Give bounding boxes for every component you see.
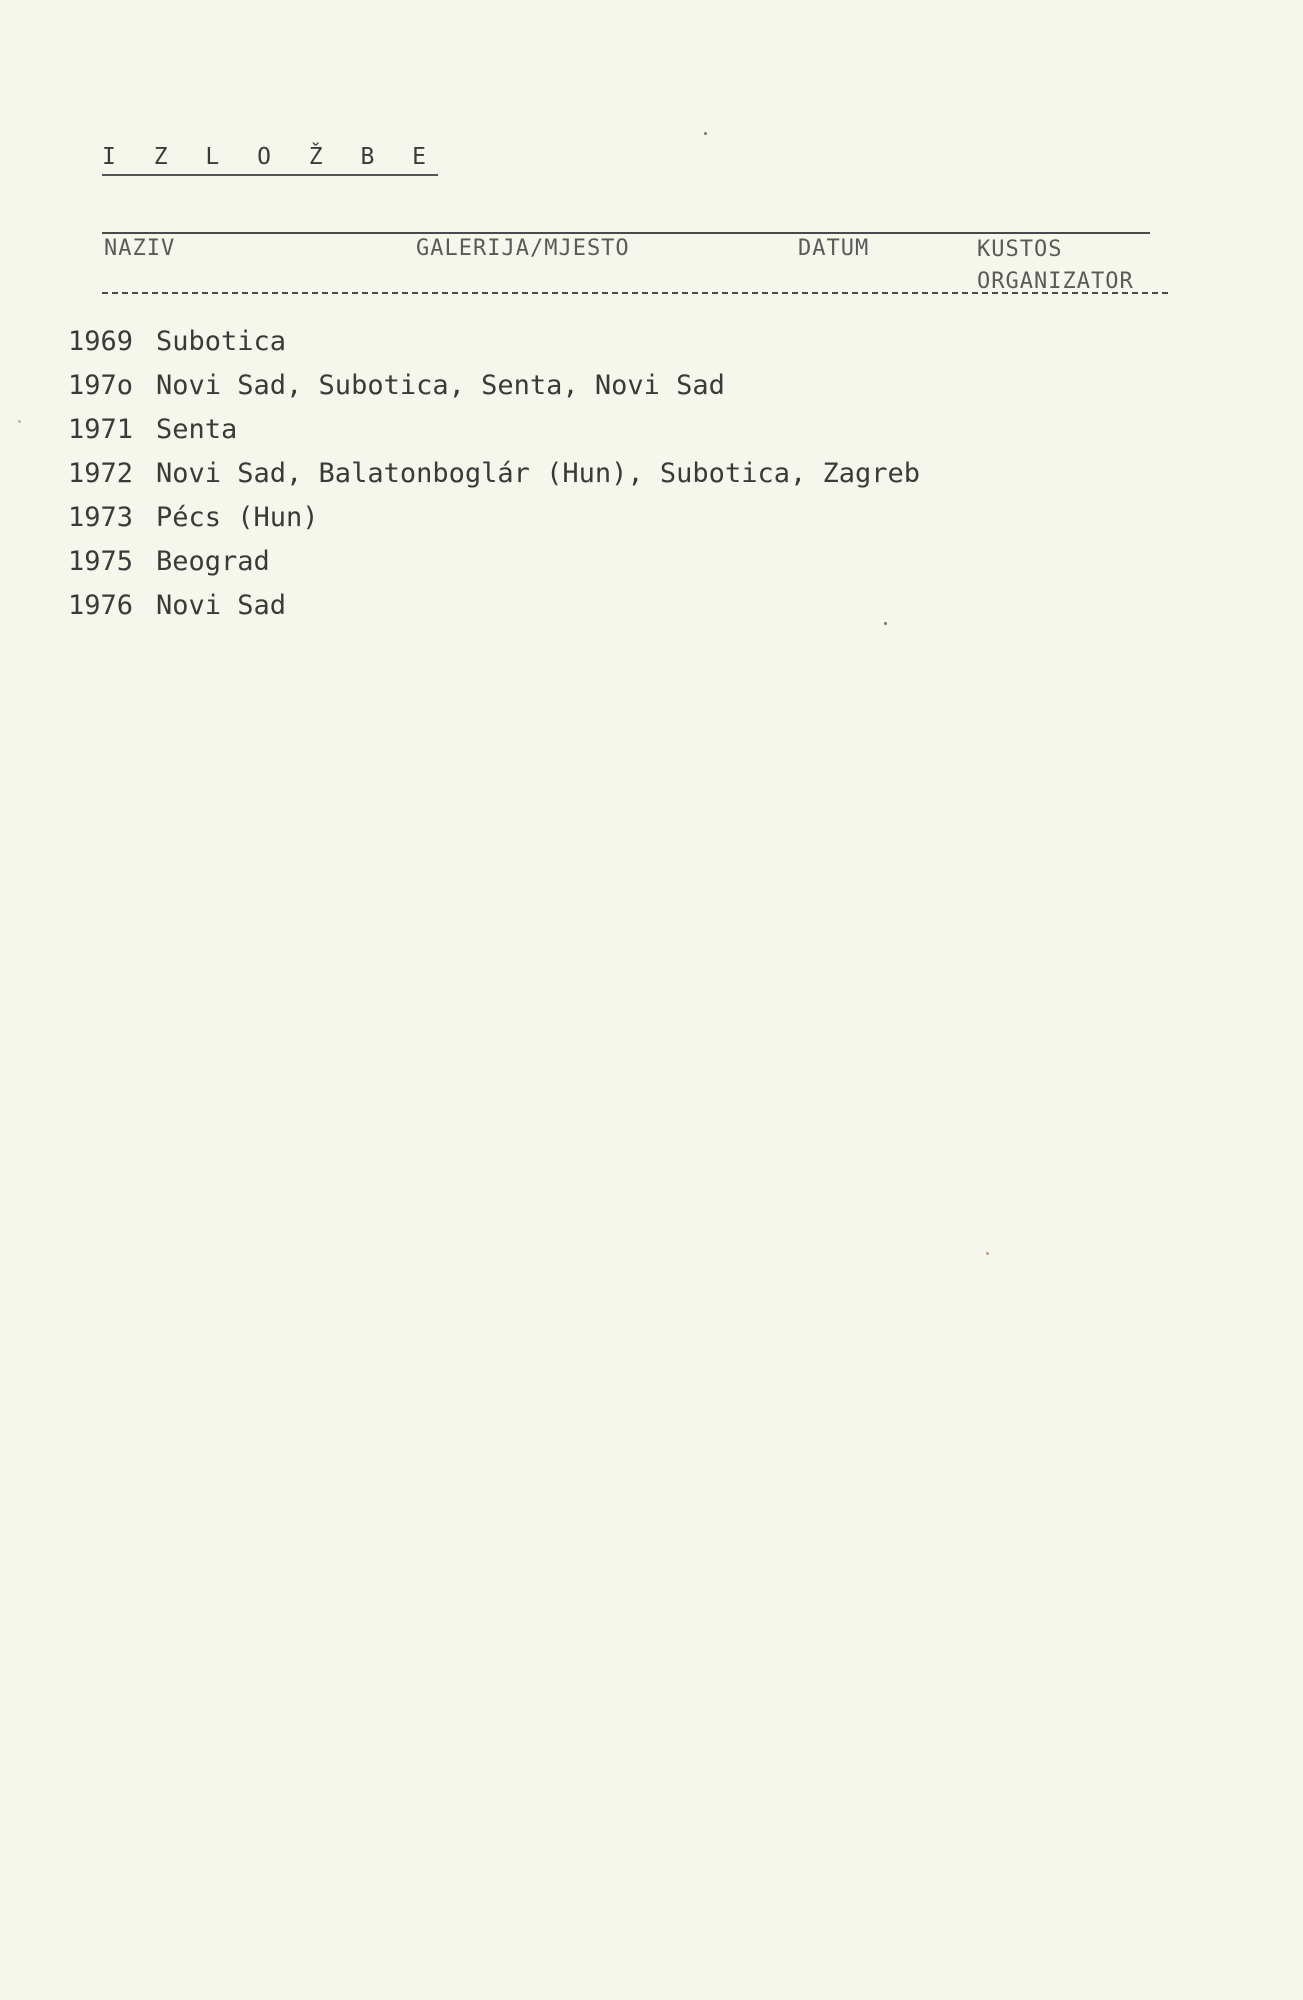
column-header-kustos: KUSTOS [977, 237, 1063, 262]
entry-place: Subotica [156, 326, 287, 357]
entry-year: 1973 [68, 502, 134, 533]
entry-place: Novi Sad, Balatonboglár (Hun), Subotica, Zagreb [156, 458, 921, 489]
entry-year: 1976 [68, 590, 134, 621]
list-item [68, 320, 920, 364]
column-header-datum: DATUM [798, 236, 870, 261]
list-item [68, 540, 920, 584]
entry-place: Novi Sad, Subotica, Senta, Novi Sad [156, 370, 725, 401]
column-header-kustos-organizator [977, 234, 1134, 298]
entry-year: 197o [68, 370, 134, 401]
column-header-naziv: NAZIV [104, 236, 176, 261]
paper-speck [884, 622, 887, 625]
entry-year: 1969 [68, 326, 134, 357]
paper-speck [18, 420, 21, 423]
list-item [68, 364, 920, 408]
entry-place: Beograd [156, 546, 270, 577]
list-item [68, 452, 920, 496]
paper-speck [704, 132, 707, 135]
entry-place: Senta [156, 414, 238, 445]
entry-place: Novi Sad [156, 590, 287, 621]
column-header-galerija-mjesto: GALERIJA/MJESTO [416, 236, 630, 261]
exhibition-list [68, 320, 920, 628]
entry-year: 1971 [68, 414, 134, 445]
paper-speck [986, 1252, 989, 1255]
list-item [68, 584, 920, 628]
column-header-organizator: ORGANIZATOR [977, 269, 1134, 294]
list-item [68, 408, 920, 452]
entry-year: 1975 [68, 546, 134, 577]
entry-year: 1972 [68, 458, 134, 489]
document-title: I Z L O Ž B E [102, 144, 438, 176]
header-rule-bottom [102, 292, 1168, 294]
list-item [68, 496, 920, 540]
entry-place: Pécs (Hun) [156, 502, 319, 533]
